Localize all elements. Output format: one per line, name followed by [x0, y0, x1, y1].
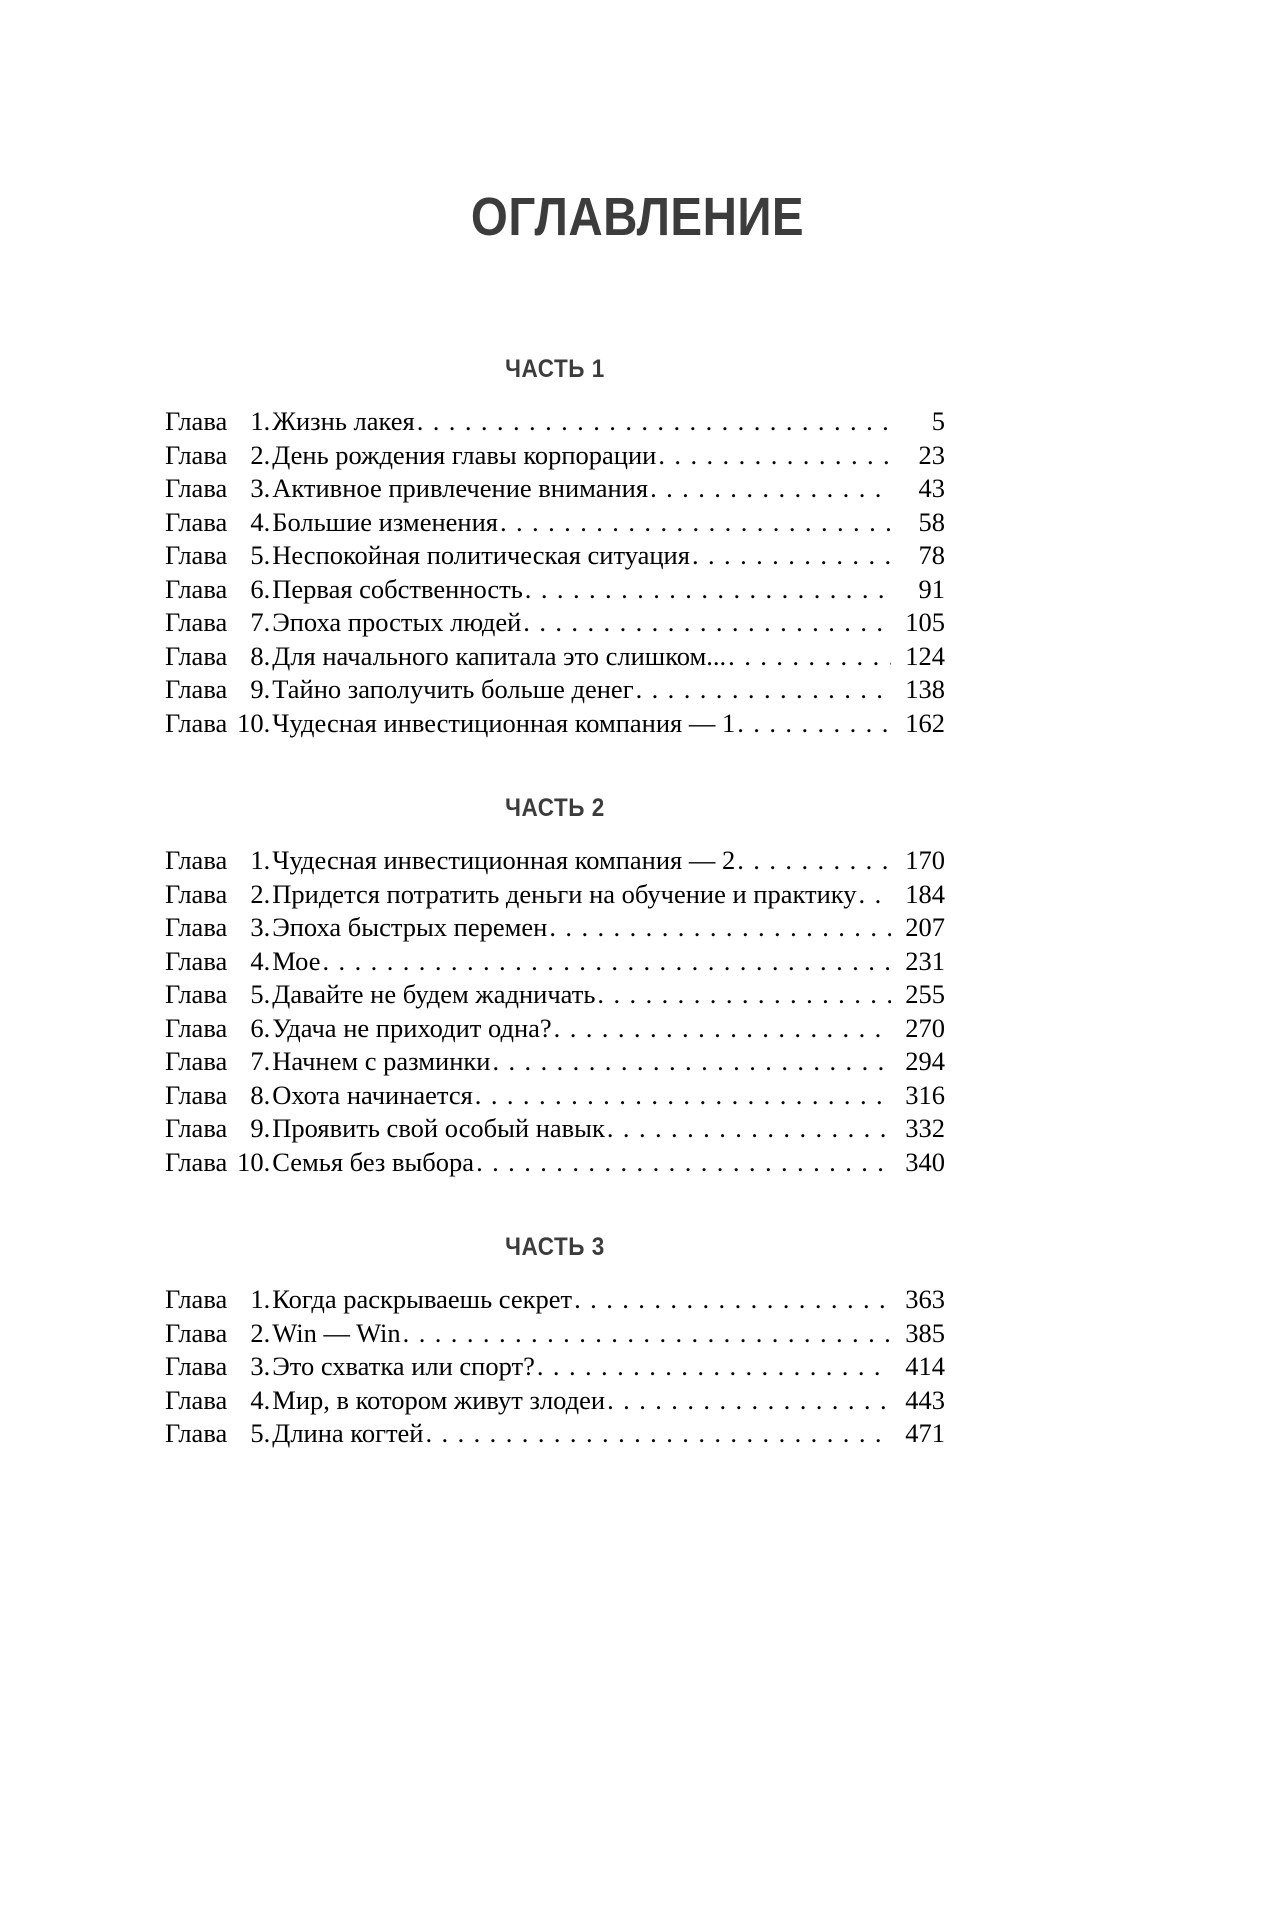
dot-leader: [475, 1079, 891, 1113]
toc-entry[interactable]: [165, 1350, 945, 1384]
toc-entry[interactable]: [165, 1112, 945, 1146]
toc-entry-page-number: 385: [905, 1317, 945, 1348]
toc-entry-title: Семья без выбора: [272, 1146, 475, 1177]
entry-list-1: [165, 405, 945, 740]
toc-entry-title: Неспокойная политическая ситуация: [272, 540, 690, 570]
dot-leader: [525, 573, 891, 607]
toc-entry-label: Глава: [165, 473, 228, 503]
toc-entry-title: Проявить свой особый навык: [272, 1113, 605, 1143]
dot-leader: [728, 640, 891, 674]
dot-leader: [425, 1417, 891, 1451]
toc-entry-title: Чудесная инвестиционная компания — 1: [272, 707, 736, 738]
dot-leader: [554, 1012, 891, 1046]
dot-leader: [417, 405, 891, 439]
toc-entry-number: 5.: [250, 540, 271, 570]
toc-entry[interactable]: [165, 606, 945, 640]
dot-leader: [607, 1384, 891, 1418]
toc-entry-page-number: 332: [905, 1113, 945, 1143]
toc-entry[interactable]: [165, 1146, 945, 1180]
toc-entry[interactable]: [165, 439, 945, 473]
toc-entry-label: Глава: [165, 1384, 228, 1415]
toc-entry-number: 7.: [250, 607, 271, 637]
dot-leader: [597, 978, 891, 1012]
toc-entry-number: 1.: [250, 1284, 271, 1314]
toc-entry-number: 2.: [250, 1317, 271, 1348]
dot-leader: [737, 707, 891, 741]
dot-leader: [476, 1146, 891, 1180]
toc-entry-title: Когда раскрываешь секрет: [272, 1284, 573, 1314]
toc-entry-title: Жизнь лакея: [272, 406, 415, 436]
toc-entry-page-number: 105: [905, 607, 945, 637]
toc-entry-label: Глава: [165, 979, 228, 1009]
toc-entry-label: Глава: [165, 878, 228, 909]
toc-entry-number: 9.: [250, 674, 271, 704]
toc-entry[interactable]: [165, 539, 945, 573]
toc-entry[interactable]: [165, 911, 945, 945]
toc-entry-page-number: 270: [905, 1012, 945, 1043]
toc-entry[interactable]: [165, 573, 945, 607]
toc-entry-title: Давайте не будем жадничать: [272, 979, 596, 1009]
toc-entry-number: 6.: [250, 573, 271, 604]
dot-leader: [523, 606, 891, 640]
toc-entry-label: Глава: [165, 573, 228, 604]
toc-entry-page-number: 340: [905, 1146, 945, 1177]
toc-entry[interactable]: [165, 878, 945, 912]
toc-entry[interactable]: [165, 1012, 945, 1046]
dot-leader: [658, 439, 891, 473]
toc-entry-label: Глава: [165, 945, 228, 976]
toc-entry-page-number: 23: [918, 439, 945, 470]
toc-entry-number: 4.: [250, 1384, 271, 1415]
part-header-3: ЧАСТЬ 3: [505, 1233, 605, 1261]
toc-entry-label: Глава: [165, 1046, 228, 1076]
dot-leader: [737, 844, 891, 878]
toc-entry[interactable]: [165, 472, 945, 506]
toc-entry-label: Глава: [165, 406, 228, 436]
toc-entry-label: Глава: [165, 640, 228, 671]
toc-entry-page-number: 170: [905, 845, 945, 875]
toc-entry[interactable]: [165, 978, 945, 1012]
toc-entry-page-number: 162: [905, 707, 945, 738]
part-section-3: [165, 1233, 945, 1451]
toc-body: [165, 355, 945, 1451]
toc-entry-label: Глава: [165, 707, 228, 738]
toc-entry-page-number: 138: [905, 674, 945, 704]
toc-entry-number: 10.: [237, 707, 271, 738]
toc-entry-number: 1.: [250, 406, 271, 436]
toc-entry-page-number: 231: [905, 945, 945, 976]
part-section-2: [165, 794, 945, 1179]
toc-entry-number: 8.: [250, 1079, 271, 1110]
toc-entry[interactable]: [165, 405, 945, 439]
toc-entry-number: 4.: [250, 506, 271, 537]
toc-entry-number: 5.: [250, 1418, 271, 1448]
toc-entry[interactable]: [165, 1283, 945, 1317]
toc-entry-title: Придется потратить деньги на обучение и практику: [272, 878, 857, 909]
toc-entry-page-number: 5: [931, 406, 945, 436]
toc-entry[interactable]: [165, 945, 945, 979]
part-header-2: ЧАСТЬ 2: [505, 794, 605, 822]
toc-entry-label: Глава: [165, 1317, 228, 1348]
toc-entry-page-number: 363: [905, 1284, 945, 1314]
toc-entry-title: Мир, в котором живут злодеи: [272, 1384, 606, 1415]
toc-entry-number: 9.: [250, 1113, 271, 1143]
toc-entry-title: Длина когтей: [272, 1418, 424, 1448]
toc-entry-label: Глава: [165, 506, 228, 537]
toc-entry-label: Глава: [165, 1012, 228, 1043]
toc-entry[interactable]: [165, 1079, 945, 1113]
toc-entry-page-number: 471: [905, 1418, 945, 1448]
entry-list-2: [165, 844, 945, 1179]
toc-entry[interactable]: [165, 640, 945, 674]
page-title: ОГЛАВЛЕНИЕ: [470, 187, 805, 247]
toc-entry-title: Тайно заполучить больше денег: [272, 674, 634, 704]
toc-entry-label: Глава: [165, 439, 228, 470]
dot-leader: [607, 1112, 891, 1146]
dot-leader: [574, 1283, 891, 1317]
toc-entry-label: Глава: [165, 1284, 228, 1314]
entry-list-3: [165, 1283, 945, 1451]
toc-entry-label: Глава: [165, 912, 228, 942]
toc-entry-number: 8.: [250, 640, 271, 671]
toc-entry-title: Мое: [272, 945, 321, 976]
toc-entry-number: 4.: [250, 945, 271, 976]
toc-entry[interactable]: [165, 673, 945, 707]
toc-entry-number: 3.: [250, 473, 271, 503]
toc-entry-number: 1.: [250, 845, 271, 875]
toc-entry-title: Большие изменения: [272, 506, 498, 537]
toc-entry-number: 2.: [250, 878, 271, 909]
dot-leader: [650, 472, 891, 506]
toc-entry-title: Начнем с разминки: [272, 1046, 491, 1076]
toc-entry-number: 3.: [250, 912, 271, 942]
toc-entry-page-number: 78: [918, 540, 945, 570]
toc-entry[interactable]: [165, 1045, 945, 1079]
toc-entry[interactable]: [165, 1384, 945, 1418]
toc-entry-page-number: 43: [918, 473, 945, 503]
toc-entry[interactable]: [165, 506, 945, 540]
toc-entry-number: 7.: [250, 1046, 271, 1076]
toc-entry-label: Глава: [165, 1079, 228, 1110]
toc-entry-title: Win — Win: [272, 1317, 401, 1348]
toc-entry-label: Глава: [165, 607, 228, 637]
toc-entry-page-number: 316: [905, 1079, 945, 1110]
toc-entry-label: Глава: [165, 845, 228, 875]
dot-leader: [859, 878, 891, 912]
dot-leader: [403, 1317, 891, 1351]
toc-entry-number: 10.: [237, 1146, 271, 1177]
toc-entry-title: Удача не приходит одна?: [272, 1012, 552, 1043]
toc-entry-label: Глава: [165, 1351, 228, 1381]
toc-entry-label: Глава: [165, 1146, 228, 1177]
toc-entry-page-number: 255: [905, 979, 945, 1009]
toc-entry-title: Для начального капитала это слишком...: [272, 640, 727, 671]
toc-entry-page-number: 414: [905, 1351, 945, 1381]
toc-entry-title: День рождения главы корпорации: [272, 439, 657, 470]
toc-entry-page-number: 124: [905, 640, 945, 671]
toc-entry[interactable]: [165, 844, 945, 878]
toc-entry-label: Глава: [165, 540, 228, 570]
part-section-1: [165, 355, 945, 740]
toc-entry-number: 3.: [250, 1351, 271, 1381]
toc-entry-page-number: 91: [918, 573, 945, 604]
toc-entry-title: Активное привлечение внимания: [272, 473, 649, 503]
toc-entry-number: 5.: [250, 979, 271, 1009]
dot-leader: [692, 539, 891, 573]
toc-entry-page-number: 58: [918, 506, 945, 537]
toc-entry-page-number: 207: [905, 912, 945, 942]
toc-entry-page-number: 184: [905, 878, 945, 909]
toc-entry-title: Эпоха простых людей: [272, 607, 522, 637]
toc-entry-label: Глава: [165, 674, 228, 704]
toc-entry-label: Глава: [165, 1113, 228, 1143]
dot-leader: [323, 945, 892, 979]
toc-entry-title: Охота начинается: [272, 1079, 473, 1110]
toc-entry-page-number: 294: [905, 1046, 945, 1076]
toc-entry-page-number: 443: [905, 1384, 945, 1415]
dot-leader: [636, 673, 891, 707]
toc-entry[interactable]: [165, 707, 945, 741]
toc-entry-title: Чудесная инвестиционная компания — 2: [272, 845, 736, 875]
toc-entry-title: Эпоха быстрых перемен: [272, 912, 548, 942]
toc-entry-title: Первая собственность: [272, 573, 523, 604]
toc-entry-title: Это схватка или спорт?: [272, 1351, 535, 1381]
part-header-1: ЧАСТЬ 1: [505, 355, 605, 383]
dot-leader: [492, 1045, 891, 1079]
dot-leader: [537, 1350, 891, 1384]
toc-entry-number: 6.: [250, 1012, 271, 1043]
dot-leader: [549, 911, 891, 945]
toc-entry-label: Глава: [165, 1418, 228, 1448]
toc-entry[interactable]: [165, 1317, 945, 1351]
toc-entry-number: 2.: [250, 439, 271, 470]
toc-entry[interactable]: [165, 1417, 945, 1451]
dot-leader: [500, 506, 891, 540]
